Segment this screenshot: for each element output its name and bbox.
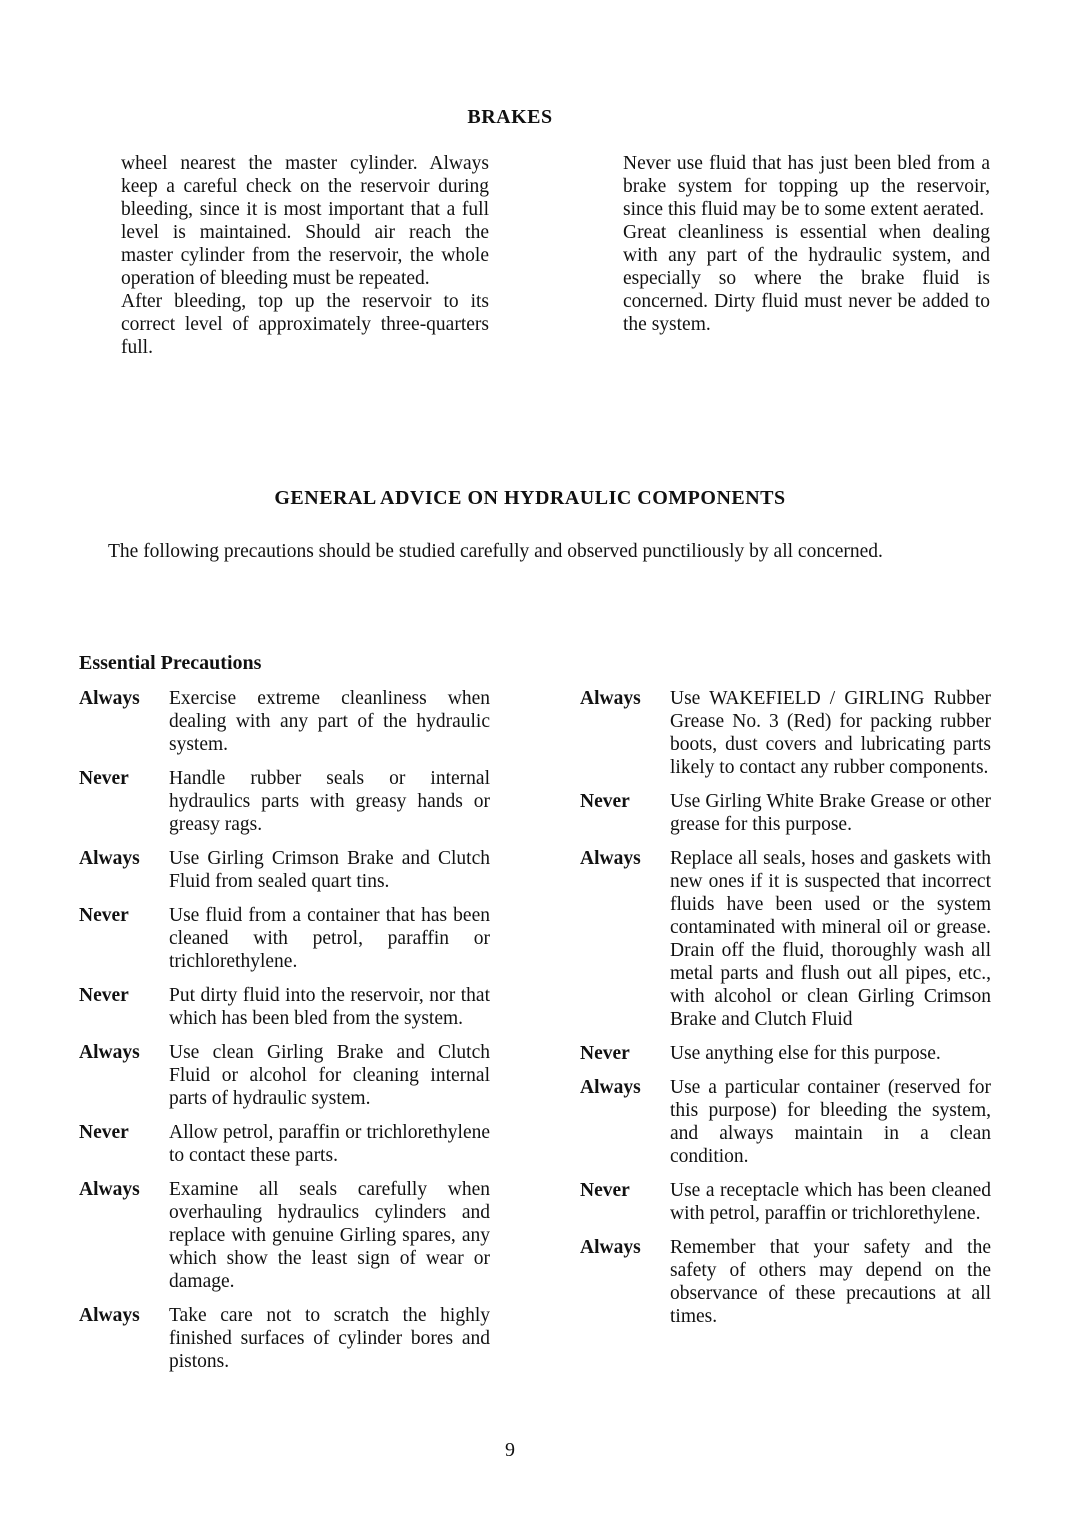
precaution-text: Use a particular container (reserved for this purpose) for bleeding the system, and always maintain in a clean condition. [670, 1077, 991, 1167]
precaution-keyword: Never [580, 1180, 630, 1201]
precautions-right-list [580, 687, 991, 1339]
precaution-item [580, 1236, 991, 1328]
precaution-keyword: Always [79, 848, 140, 869]
precaution-keyword: Always [79, 1042, 140, 1063]
brakes-right-paragraph: Never use fluid that has just been bled from a brake system for topping up the reservoir, since this fluid may be to some extent aerated. [623, 153, 990, 220]
precaution-keyword: Never [580, 791, 630, 812]
precaution-text: Use anything else for this purpose. [670, 1043, 941, 1064]
precaution-text: Handle rubber seals or internal hydraulics parts with greasy hands or greasy rags. [169, 768, 490, 835]
precaution-item [79, 687, 490, 756]
precaution-text: Use clean Girling Brake and Clutch Fluid or alcohol for cleaning internal parts of hydraulic system. [169, 1042, 490, 1109]
precaution-text: Take care not to scratch the highly finished surfaces of cylinder bores and pistons. [169, 1305, 490, 1372]
page-title: BRAKES [467, 106, 553, 128]
brakes-right-column [623, 152, 990, 336]
precaution-keyword: Always [79, 1305, 140, 1326]
brakes-right-paragraph: Great cleanliness is essential when dealing with any part of the hydraulic system, and especially so where the brake fluid is concerned. Dirty fluid must never be added to the system. [623, 222, 990, 335]
precaution-keyword: Never [580, 1043, 630, 1064]
precaution-item [79, 1178, 490, 1293]
precaution-item [79, 1041, 490, 1110]
precaution-text: Use a receptacle which has been cleaned with petrol, paraffin or trichlorethylene. [670, 1180, 991, 1224]
precaution-keyword: Never [79, 768, 129, 789]
precaution-keyword: Always [79, 688, 140, 709]
precaution-text: Replace all seals, hoses and gaskets with new ones if it is suspected that incorrect fluids have been used or the system contaminated with mineral oil or grease. Drain off the fluid, thoroughly wash all metal parts and flush out all pipes, etc., with alcohol or clean Girling Crimson Brake and Clutch Fluid [670, 848, 991, 1030]
precaution-keyword: Always [580, 1077, 641, 1098]
precaution-item [79, 904, 490, 973]
precaution-keyword: Always [580, 688, 641, 709]
precaution-item [79, 984, 490, 1030]
precaution-text: Use fluid from a container that has been cleaned with petrol, paraffin or trichlorethylene. [169, 905, 490, 972]
precaution-item [79, 847, 490, 893]
precaution-keyword: Never [79, 1122, 129, 1143]
precautions-left-list [79, 687, 490, 1384]
intro-paragraph: The following precautions should be studied carefully and observed punctiliously by all concerned. [108, 541, 883, 562]
precaution-text: Exercise extreme cleanliness when dealing with any part of the hydraulic system. [169, 688, 490, 755]
precaution-item [580, 790, 991, 836]
precaution-keyword: Never [79, 905, 129, 926]
page-number: 9 [505, 1439, 515, 1461]
precaution-item [79, 1121, 490, 1167]
precaution-keyword: Always [580, 848, 641, 869]
precaution-item [580, 1076, 991, 1168]
precaution-text: Remember that your safety and the safety of others may depend on the observance of these precautions at all times. [670, 1237, 991, 1327]
precautions-heading: Essential Precautions [79, 652, 262, 674]
section-title: GENERAL ADVICE ON HYDRAULIC COMPONENTS [274, 487, 786, 509]
precaution-text: Use Girling White Brake Grease or other grease for this purpose. [670, 791, 991, 835]
precaution-item [79, 767, 490, 836]
precaution-keyword: Never [79, 985, 129, 1006]
precaution-text: Use WAKEFIELD / GIRLING Rubber Grease No. 3 (Red) for packing rubber boots, dust covers and lubricating parts likely to contact any rubber components. [670, 688, 991, 778]
precaution-text: Examine all seals carefully when overhauling hydraulics cylinders and replace with genuine Girling spares, any which show the least sign of wear or damage. [169, 1179, 490, 1292]
precaution-text: Put dirty fluid into the reservoir, nor that which has been bled from the system. [169, 985, 490, 1029]
brakes-left-column [121, 152, 489, 359]
precaution-item [580, 1042, 991, 1065]
precaution-text: Use Girling Crimson Brake and Clutch Fluid from sealed quart tins. [169, 848, 490, 892]
precaution-keyword: Always [79, 1179, 140, 1200]
precaution-item [580, 847, 991, 1031]
precaution-keyword: Always [580, 1237, 641, 1258]
precaution-item [580, 687, 991, 779]
brakes-left-paragraph: After bleeding, top up the reservoir to its correct level of approximately three-quarters full. [121, 291, 489, 358]
precaution-text: Allow petrol, paraffin or trichlorethylene to contact these parts. [169, 1122, 490, 1166]
brakes-left-paragraph: wheel nearest the master cylinder. Always keep a careful check on the reservoir during bleeding, since it is most important that a full level is maintained. Should air reach the master cylinder from the reservoir, the whole operation of bleeding must be repeated. [121, 153, 489, 289]
precaution-item [79, 1304, 490, 1373]
precaution-item [580, 1179, 991, 1225]
